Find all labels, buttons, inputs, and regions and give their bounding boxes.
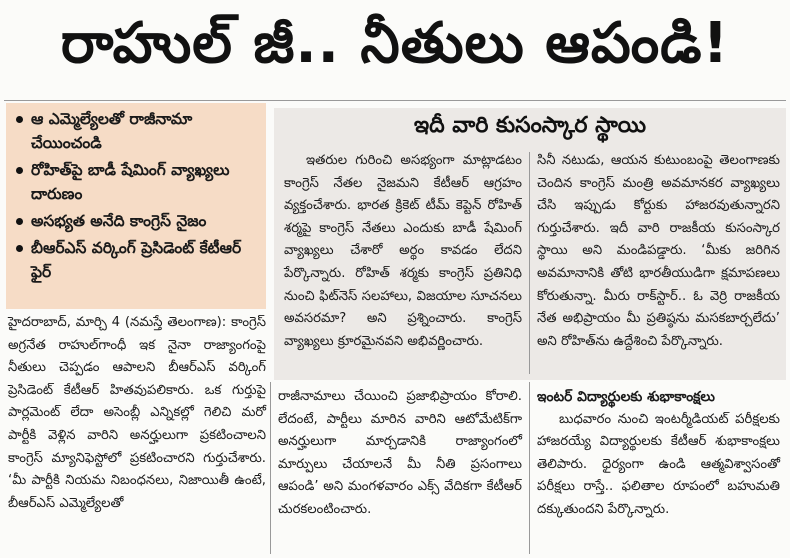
- box-title: ఇదీ వారి కుసంస్కార స్థాయి: [413, 113, 647, 138]
- highlight-item: [12, 209, 260, 233]
- article-paragraph: బుధవారం నుంచి ఇంటర్మీడియట్ పరీక్షలకు హాజరయ్యే విద్యార్థులకు కేటీఆర్ శుభాకాంక్షలు తెలిపారు. ధైర్యంగా ఉండి ఆత్మవిశ్వాసంతో పరీక్షలు రాస్తే.. ఫలితాల రూపంలో బహుమతి దక్కుతుందని పేర్కొన్నారు.: [537, 411, 780, 517]
- highlight-item: [12, 158, 260, 206]
- highlight-text: ఆ ఎమ్మెల్యేలతో రాజీనామా చేయించండి: [31, 110, 193, 152]
- subsection-title: ఇంటర్ విద్యార్థులకు శుభాకాంక్షలు: [537, 389, 715, 405]
- headline: రాహుల్ జీ.. నీతులు ఆపండి!: [60, 10, 730, 76]
- highlights-box: [6, 103, 266, 309]
- bullet-icon: [16, 218, 23, 225]
- bullet-icon: [16, 167, 23, 174]
- box-column-1: [284, 150, 522, 353]
- article-column-3: [537, 386, 780, 522]
- box-paragraph: సినీ నటుడు, ఆయన కుటుంబంపై తెలంగాణకు చెందిన కాంగ్రెస్ మంత్రి అవమానకర వ్యాఖ్యలు చేసి ఇప్పుడు కోర్టుకు హాజరవుతున్నారని గుర్తుచేశారు. ఇదీ వారి రాజకీయ కుసంస్కార స్థాయి అని మండిపడ్డారు. ‘మీకు జరిగిన అవమానానికి తోటి భారతీయుడిగా క్షమాపణలు కోరుతున్నా. మీరు రాక్‌స్టార్.. ఓ వెర్రి రాజకీయ నేత అభిప్రాయం మీ ప్రతిష్ఠను మసకబార్చలేదు’ అని రోహిత్‌ను ఉద్దేశించి పేర్కొన్నారు.: [537, 153, 780, 349]
- box-column-2: [537, 150, 780, 353]
- article-column-1: [8, 312, 266, 515]
- highlight-text: బీఆర్ఎస్ వర్కింగ్ ప్రెసిడెంట్ కేటీఆర్ ఫైర్: [31, 239, 242, 281]
- highlight-text: రోహిత్‌పై బాడీ షేమింగ్ వ్యాఖ్యలు దారుణం: [31, 161, 230, 203]
- headline-rule: [4, 100, 786, 101]
- bullet-icon: [16, 245, 23, 252]
- box-column-divider: [529, 152, 530, 374]
- highlight-item: [12, 236, 260, 284]
- article-paragraph: హైదరాబాద్, మార్చి 4 (నమస్తే తెలంగాణ): కాంగ్రెస్ అగ్రనేత రాహుల్‌గాంధీ ఇక నైనా రాజ్యాంగంపై నీతులు చెప్పడం ఆపాలని బీఆర్ఎస్ వర్కింగ్ ప్రెసిడెంట్ కేటీఆర్ హితవుపలికారు. ఒక గుర్తుపై పార్లమెంట్ లేదా అసెంబ్లీ ఎన్నికల్లో గెలిచి మరో పార్టీకి వెళ్లిన వారిని అనర్హులుగా ప్రకటించాలని కాంగ్రెస్ మ్యానిఫెస్టోలో ప్రకటించారని గుర్తుచేశారు. ‘మీ పార్టీకి నియమ నిబంధనలు, నిజాయితీ ఉంటే, బీఆర్ఎస్ ఎమ్మెల్యేలతో: [8, 315, 266, 511]
- highlight-text: అసభ్యత అనేది కాంగ్రెస్ నైజం: [31, 212, 207, 230]
- article-paragraph: రాజీనామాలు చేయించి ప్రజాభిప్రాయం కోరాలి. లేదంటే, పార్టీలు మారిన వారిని ఆటోమేటిక్‌గా అనర్హులుగా మార్చడానికి రాజ్యాంగంలో మార్పులు చేయాలనే మీ నీతి ప్రసంగాలు ఆపండి’ అని మంగళవారం ఎక్స్ వేదికగా కేటీఆర్ చురకలంటించారు.: [278, 389, 522, 517]
- column-divider: [270, 382, 271, 554]
- highlight-item: [12, 107, 260, 155]
- box-paragraph: ఇతరుల గురించి అసభ్యంగా మాట్లాడటం కాంగ్రెస్ నేతల నైజమని కేటీఆర్ ఆగ్రహం వ్యక్తంచేశారు. భారత క్రికెట్ టీమ్ కెప్టెన్ రోహిత్ శర్మపై కాంగ్రెస్ నేతలు ఎందుకు బాడీ షేమింగ్ వ్యాఖ్యలు చేశారో అర్థం కావడం లేదని పేర్కొన్నారు. రోహిత్ శర్మకు కాంగ్రెస్ ప్రతినిధి నుంచి ఫిట్‌నెస్ సలహాలు, విజయాల సూచనలు అవసరమా? అని ప్రశ్నించారు. కాంగ్రెస్ వ్యాఖ్యలు క్రూరమైనవని అభివర్ణించారు.: [284, 153, 522, 349]
- article-column-2: [278, 386, 522, 522]
- column-divider: [529, 382, 530, 554]
- bullet-icon: [16, 116, 23, 123]
